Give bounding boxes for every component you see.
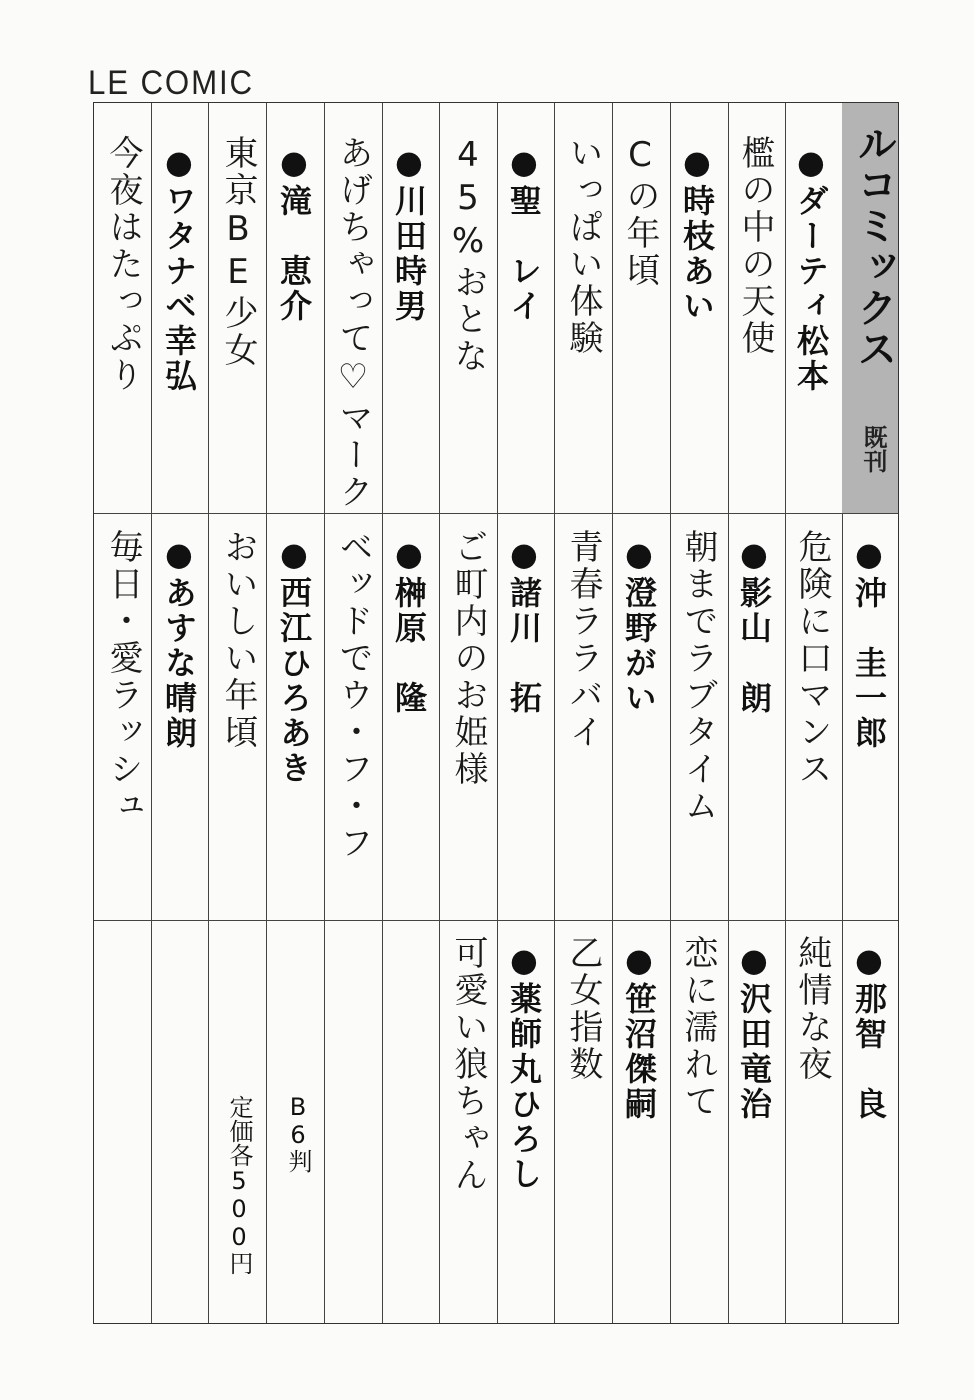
- author-nachi-ryo: ●那智 良: [850, 941, 888, 1122]
- series-header-box: [842, 103, 898, 513]
- title-45-otona: 45%おとな: [448, 135, 488, 375]
- author-yakushimaru-hiroshi: ●薬師丸ひろし: [505, 941, 543, 1192]
- book-price: 定価各500円: [225, 1095, 253, 1275]
- author-sumino-gai: ●澄野がい: [620, 535, 658, 716]
- title-junjo-na-yoru: 純情な夜: [792, 935, 832, 1083]
- title-mainichi-ai-rush: 毎日・愛ラッシュ: [103, 529, 143, 825]
- book-format: B6判: [284, 1093, 312, 1173]
- title-oishii-toshigoro: おいしい年頃: [218, 529, 258, 751]
- author-morokawa-taku: ●諸川 拓: [505, 535, 543, 716]
- author-kawada-tokio: ●川田時男: [390, 143, 428, 324]
- title-kawaii-ookami-chan: 可愛い狼ちゃん: [448, 935, 488, 1194]
- author-kageyama-akira: ●影山 朗: [735, 535, 773, 716]
- author-watanabe-yukihiro: ●ワタナベ幸弘: [160, 143, 198, 394]
- title-ippai-taiken: いっぱい体験: [563, 135, 603, 357]
- series-label: 既刊: [859, 425, 888, 473]
- title-seishun-lullaby: 青春ララバイ: [563, 529, 603, 751]
- title-asa-made-love-time: 朝までラブタイム: [678, 529, 718, 825]
- title-c-no-toshigoro: Cの年頃: [620, 135, 660, 289]
- author-hijiri-rei: ●聖 レイ: [505, 143, 543, 324]
- title-gochonai-no-ohimesama: ご町内のお姫様: [448, 529, 488, 788]
- series-title: ルコミックス: [851, 123, 897, 369]
- author-taki-keisuke: ●滝 恵介: [275, 143, 313, 324]
- title-kiken-ni-romance: 危険に口マンス: [792, 529, 832, 788]
- author-nishie-hiroaki: ●西江ひろあき: [275, 535, 313, 786]
- title-agechatte-mark: あげちゃって♡マーク: [333, 135, 373, 511]
- title-koi-ni-nurete: 恋に濡れて: [678, 935, 718, 1120]
- author-tokieda-ai: ●時枝あい: [678, 143, 716, 324]
- title-tokyo-be-shojo: 東京BE少女: [218, 135, 258, 369]
- author-asuna-seiro: ●あすな晴朗: [160, 535, 198, 751]
- title-konya-wa-tappuri: 今夜はたっぷり: [103, 135, 143, 394]
- title-bed-de-ufufu: ベッドでウ・フ・フ: [333, 529, 373, 862]
- author-dirty-matsumoto: ●ダーティ松本: [792, 143, 830, 394]
- title-ori-no-naka-no-tenshi: 檻の中の天使: [735, 135, 775, 357]
- author-sawada-ryuji: ●沢田竜治: [735, 941, 773, 1122]
- author-oki-keiichiro: ●沖 圭一郎: [850, 535, 888, 751]
- author-sasanuma-ketsushi: ●笹沼傑嗣: [620, 941, 658, 1122]
- le-comic-logo: LE COMIC: [88, 64, 254, 102]
- author-sakakibara-takashi: ●榊原 隆: [390, 535, 428, 716]
- catalog-table: [93, 102, 899, 1324]
- title-otome-shisu: 乙女指数: [563, 935, 603, 1083]
